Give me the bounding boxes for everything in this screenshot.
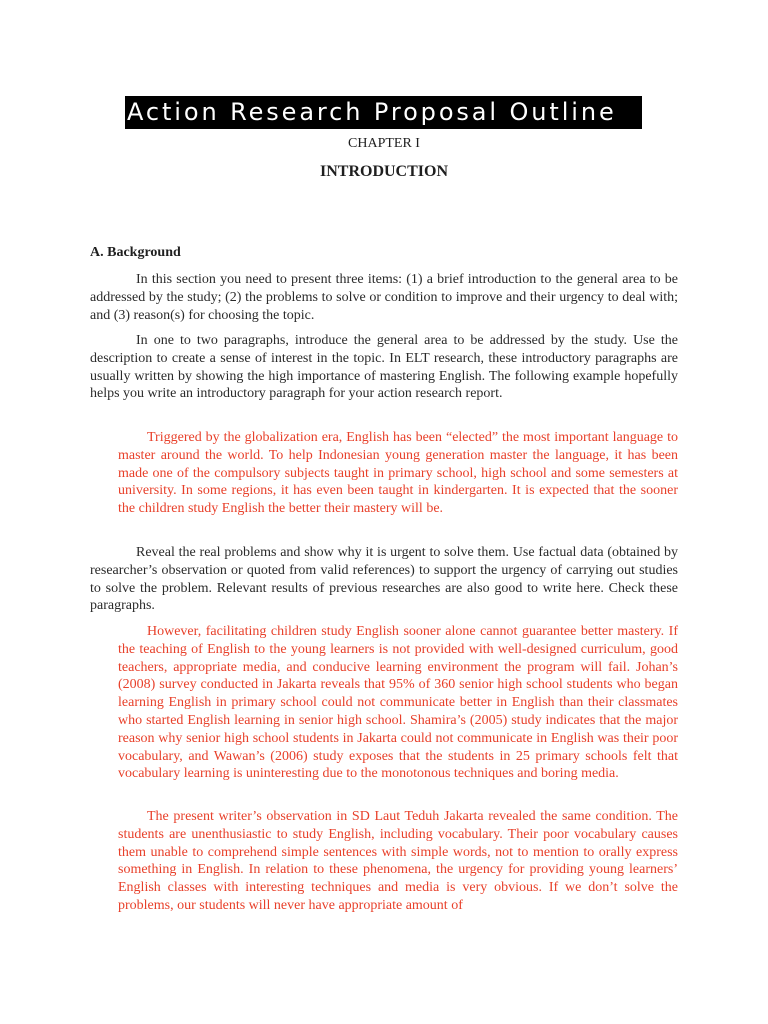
instruction-paragraph: In this section you need to present three items: (1) a brief introduction to the general area to be addressed by the study; (2) the problems to solve or condition to improve and their urgency to deal with; and (3) reason(s) for choosing the topic. xyxy=(90,272,678,323)
example-paragraph: Triggered by the globalization era, English has been “elected” the most important language to master around the world. To help Indonesian young generation master the language, it has been made one of the compulsory subjects taught in primary school, high school and some semesters at university. In some regions, it has even been taught in kindergarten. It is expected that the sooner the children study English the better their mastery will be. xyxy=(118,430,678,517)
example-paragraph: The present writer’s observation in SD Laut Teduh Jakarta revealed the same condition. The students are unenthusiastic to study English, including vocabulary. Their poor vocabulary causes them unable to comprehend simple sentences with simple words, not to mention to orally express something in English. In relation to these phenomena, the urgency for providing young learners’ English classes with interesting techniques and media is very obvious. If we don’t solve the problems, our students will never have appropriate amount of xyxy=(118,809,678,913)
instruction-paragraph: In one to two paragraphs, introduce the general area to be addressed by the study. Use the description to create a sense of interest in the topic. In ELT research, these introductory paragraphs are usually written by showing the high importance of mastering English. The following example hopefully helps you write an introductory paragraph for your action research report. xyxy=(90,333,678,402)
chapter-label: CHAPTER I xyxy=(348,136,420,151)
document-title: Action Research Proposal Outline xyxy=(125,96,642,129)
instruction-paragraph: Reveal the real problems and show why it is urgent to solve them. Use factual data (obtained by researcher’s observation or quoted from valid references) to support the urgency of carrying out studies to solve the problem. Relevant results of previous researches are also good to write here. Check these paragraphs. xyxy=(90,545,678,614)
example-paragraph: However, facilitating children study English sooner alone cannot guarantee better mastery. If the teaching of English to the young learners is not provided with well-designed curriculum, good teachers, appropriate media, and conducive learning environment the program will fail. Johan’s (2008) survey conducted in Jakarta reveals that 95% of 360 senior high school students who began learning English in primary school could not communicate better in English than their classmates who started English learning in senior high school. Shamira’s (2005) study indicates that the major reason why senior high school students in Jakarta could not communicate in English was their poor vocabulary, and Wawan’s (2006) study exposes that the students in 25 primary schools felt that vocabulary learning is uninteresting due to the monotonous techniques and boring media. xyxy=(118,624,678,782)
chapter-title: INTRODUCTION xyxy=(319,163,448,180)
section-heading: A. Background xyxy=(90,245,181,260)
